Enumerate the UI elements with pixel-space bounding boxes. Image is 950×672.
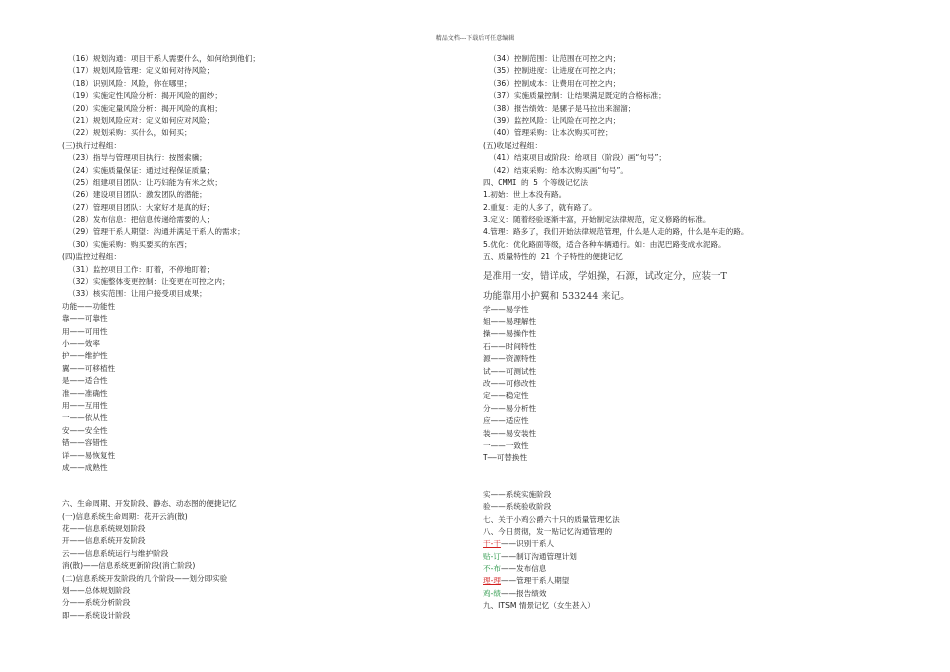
communication-item [483,575,883,587]
mnemonic-text: ——制订沟通管理计划 [500,551,577,561]
sub-item: 一——一致性 [483,440,529,450]
lifecycle-heading: 六、生命周期、开发阶段、静态、动态图的便捷记忆 [62,499,237,509]
mnemonic-key: 干-干 [483,539,501,549]
implementation-item: 验——系统验收阶段 [483,502,552,512]
execution-heading: (三)执行过程组： [62,140,122,150]
monitoring-item: （31）监控项目工作：盯着，不停地盯着； [68,264,215,274]
mnemonic-key: 理-理 [483,576,501,586]
quality-item: 用——互用性 [62,400,108,410]
communication-item [483,551,883,563]
sub-item: 石——时间特性 [483,341,537,351]
sub-item: 试——可测试性 [483,366,537,376]
planning-item: （20）实施定量风险分析：揭开风险的真相； [68,103,222,113]
lifecycle-item: (二)信息系统开发阶段的几个阶段——划分即实验 [62,573,228,583]
planning-item: （19）实施定性风险分析：揭开风险的面纱； [68,91,222,101]
quality-item: 错——容错性 [62,438,108,448]
cmmi-item: 3.定义：随着经验逐渐丰富，开始制定法律规范，定义修路的标准。 [483,215,711,225]
quality-item: 用——可用性 [62,326,108,336]
lifecycle-item: 花——信息系统规划阶段 [62,524,146,534]
quality-item: 小——效率 [62,338,100,348]
execution-item: （25）组建项目团队：让巧妇能为有米之炊； [68,177,222,187]
control-item: （38）报告绩效：是骡子是马拉出来溜溜； [489,103,636,113]
planning-item: （22）规划采购：买什么，如何买； [68,128,192,138]
execution-item: （28）发布信息：把信息传递给需要的人； [68,215,215,225]
mnemonic-text: ——发布信息 [500,564,547,574]
mnemonic-text: ——报告绩效 [500,588,547,598]
execution-item: （29）管理干系人期望：沟通并满足干系人的需求； [68,227,245,237]
planning-item: （18）识别风险：风险，你在哪里； [68,78,192,88]
cmmi-item: 4.管理：路多了，我们开始法律规范管理，什么是人走的路，什么是车走的路。 [483,227,749,237]
quality-item: 详——易恢复性 [62,450,116,460]
cmmi-item: 2.重复：走的人多了，就有路了。 [483,202,597,212]
section-eight-heading: 八、今日贯彻，发一贴记忆沟通管理的 [483,526,613,536]
control-item: （37）实施质量控制：让结果满足既定的合格标准； [489,91,666,101]
lifecycle-item: (一)信息系统生命周期：花开云消(散) [62,511,188,521]
execution-item: （24）实施质量保证：通过过程保证质量； [68,165,215,175]
section-seven-heading: 七、关于小鸡公爵六十只的质量管理忆法 [483,514,620,524]
lifecycle-item: 划——总体规划阶段 [62,586,131,596]
execution-item: （26）建设项目团队：激发团队的潜能； [68,190,207,200]
sub-item: 应——适应性 [483,416,529,426]
control-item: （36）控制成本：让费用在可控之内； [489,78,621,88]
lifecycle-item: 分——系统分析阶段 [62,598,131,608]
sub-item: 分——易分析性 [483,403,537,413]
quality-item: 功能——功能性 [62,301,116,311]
sub-item: 学——易学性 [483,304,529,314]
spacer [483,465,883,489]
quality-item: 是——适合性 [62,376,108,386]
monitoring-item: （33）核实范围：让用户接受项目成果； [68,289,207,299]
cmmi-heading: 四、CMMI 的 5 个等级记忆法 [483,177,588,187]
lifecycle-item: 即——系统设计阶段 [62,610,131,620]
sub-item: 源——资源特性 [483,354,537,364]
mnemonic-line: 功能靠用小护翼和 533244 来记。 [483,290,630,302]
mnemonic-text: ——管理干系人期望 [500,576,570,586]
section-nine-heading: 九、ITSM 情景记忆（女生甚入） [483,601,595,611]
quality-item: 成——成熟性 [62,462,108,472]
planning-item: （21）规划风险应对：定义如何应对风险； [68,115,215,125]
quality-subitem-heading: 五、质量特性的 21 个子特性的便捷记忆 [483,252,623,262]
sub-item: 改——可修改性 [483,378,537,388]
communication-item [483,588,883,600]
quality-item: 准——准确性 [62,388,108,398]
mnemonic-key: 不-布 [483,564,501,574]
sub-item: 操——易操作性 [483,329,537,339]
monitoring-heading: (四)监控过程组： [62,252,122,262]
quality-item: 一——依从性 [62,413,108,423]
spacer [62,474,462,498]
lifecycle-item: 云——信息系统运行与维护阶段 [62,548,169,558]
sub-item: 姐——易理解性 [483,317,537,327]
mnemonic-key: 鸡-绩 [483,588,501,598]
quality-item: 靠——可靠性 [62,314,108,324]
mnemonic-key: 贴-订 [483,551,501,561]
planning-item: （16）规划沟通：项目干系人需要什么，如何给到他们； [68,54,260,63]
lifecycle-item: 消(散)——信息系统更新阶段(消亡阶段) [62,561,196,571]
closing-heading: (五)收尾过程组： [483,140,543,150]
execution-item: （23）指导与管理项目执行：按图索骥； [68,153,207,163]
mnemonic-line: 是准用一安，错详成，学姐操，石源，试改定分，应装一T [483,270,727,282]
lifecycle-item: 开——信息系统开发阶段 [62,536,146,546]
right-column [483,53,883,613]
monitoring-item: （32）实施整体变更控制：让变更在可控之内； [68,277,230,287]
mnemonic-text: ——识别干系人 [500,539,555,549]
left-column [62,53,462,622]
quality-item: 护——维护性 [62,351,108,361]
control-item: （39）监控风险：让风险在可控之内； [489,115,621,125]
execution-item: （30）实施采购：购买要买的东西； [68,239,192,249]
sub-item: 定——稳定性 [483,391,529,401]
closing-item: （41）结束项目或阶段：给项目（阶段）画“句号”； [489,153,666,163]
planning-item: （17）规划风险管理：定义如何对待风险； [68,66,215,76]
page-header: 精品文档---下载后可任意编辑 [435,35,515,42]
sub-item: T——可替换性 [483,453,528,463]
communication-item [483,538,883,550]
implementation-item: 实——系统实施阶段 [483,489,552,499]
quality-item: 翼——可移植性 [62,363,116,373]
control-item: （34）控制范围：让范围在可控之内； [489,54,621,63]
execution-item: （27）管理项目团队：大家好才是真的好； [68,202,215,212]
cmmi-item: 5.优化：优化路面等级，适合各种车辆通行。如：由泥巴路变成水泥路。 [483,239,726,249]
cmmi-item: 1.初始：世上本没有路。 [483,190,567,200]
control-item: （40）管理采购：让本次购买可控； [489,128,613,138]
closing-item: （42）结束采购：给本次购买画“句号”。 [489,165,629,175]
control-item: （35）控制进度：让进度在可控之内； [489,66,621,76]
quality-item: 安——安全性 [62,425,108,435]
communication-item [483,563,883,575]
sub-item: 装——易安装性 [483,428,537,438]
